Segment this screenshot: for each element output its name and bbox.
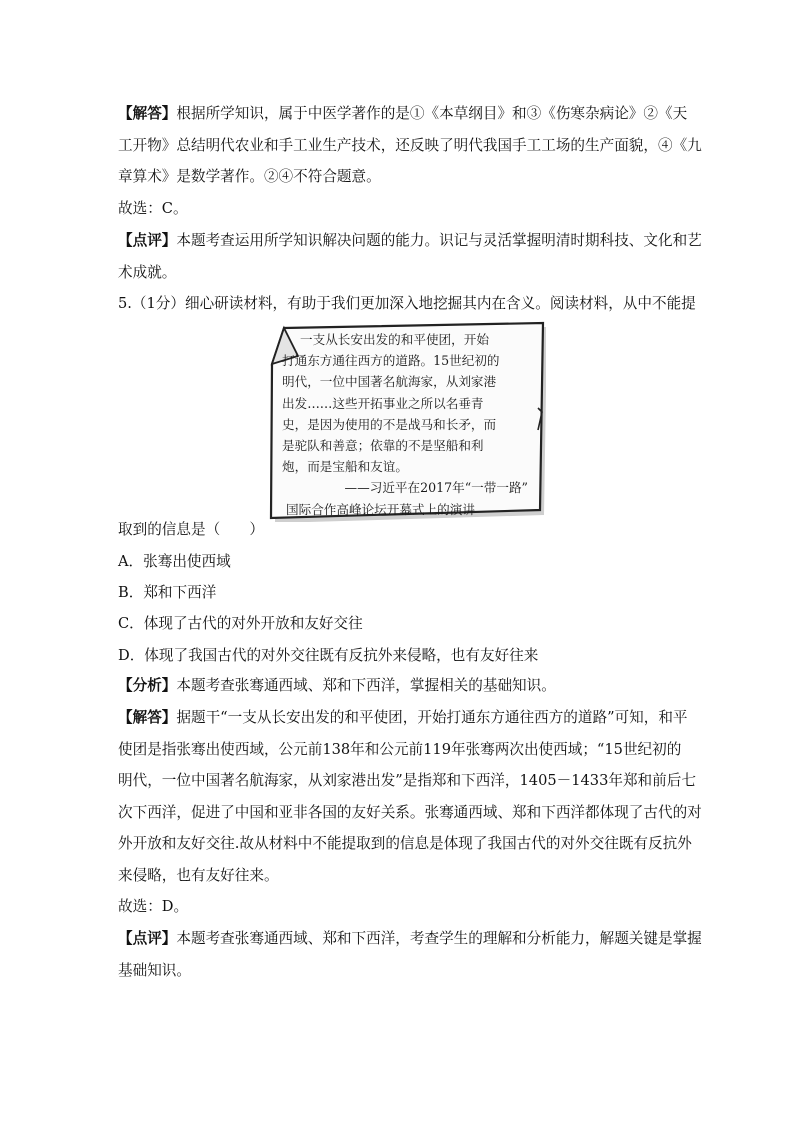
material-signature-2: 国际合作高峰论坛开幕式上的演讲 — [286, 501, 475, 517]
answer-tag: 【解答】 — [118, 105, 177, 122]
answer-line-2: 工开物》总结明代农业和手工业生产技术，还反映了明代我国手工工场的生产面貌，④《九 — [118, 136, 702, 154]
option-b: B．郑和下西洋 — [118, 584, 217, 601]
material-signature-1: ——习近平在2017年“一带一路” — [344, 480, 528, 496]
answer-block-2: 【解答】据题干“一支从长安出发的和平使团，开始打通东方通往西方的道路”可知，和平 使团是指张骞出使西域，公元前138年和公元前119年张骞两次出使西域；“15世纪初的 明代，一位中国著名航海家，从刘家港出发”是指郑和下西洋，1405－1433年郑和前后七 次下西洋，促进了中国和亚非各国的友好关系。张骞通西域、郑和下西洋都体现了古代的对 外开放和友好交往.故从材料中不能提取到的信息是体现了我国古代的对外交往既有反抗外 来侵略，也有友好往来。 — [118, 709, 702, 884]
choice-line-2: 故选：D。 — [118, 898, 189, 915]
answer-line-3: 章算术》是数学著作。②④不符合题意。 — [118, 168, 381, 185]
answer-line-1: 【解答】根据所学知识，属于中医学著作的是①《本草纲目》和③《伤寒杂病论》②《天 — [118, 105, 688, 122]
comment-line-1: 【点评】本题考查运用所学知识解决问题的能力。识记与灵活掌握明清时期科技、文化和艺 — [118, 232, 702, 249]
answer-block-1 — [118, 98, 702, 193]
answer-tag: 【解答】 — [118, 709, 177, 726]
comment-block-1 — [118, 225, 702, 288]
comment-block-2: 【点评】本题考查张骞通西域、郑和下西洋，考查学生的理解和分析能力，解题关键是掌握 基础知识。 — [118, 930, 702, 979]
choice-line-1: 故选：C。 — [118, 200, 188, 217]
comment-tag: 【点评】 — [118, 232, 177, 249]
analysis-tag: 【分析】 — [118, 677, 177, 694]
question-5-stem: 5.（1分）细心研读材料，有助于我们更加深入地挖掘其内在含义。阅读材料，从中不能提 — [118, 295, 696, 312]
material-figure — [262, 320, 546, 522]
comment-tag: 【点评】 — [118, 930, 177, 947]
option-d: D．体现了我国古代的对外交往既有反抗外来侵略，也有友好往来 — [118, 647, 539, 664]
analysis-block: 【分析】本题考查张骞通西域、郑和下西洋，掌握相关的基础知识。 — [118, 677, 556, 694]
option-c: C．体现了古代的对外开放和友好交往 — [118, 615, 363, 632]
question-5-stem-tail: 取到的信息是（ ） — [118, 521, 264, 538]
material-text: 一支从长安出发的和平使团，开始 打通东方通往西方的道路。15世纪初的 明代，一位中国著名航海家，从刘家港 出发……这些开拓事业之所以名垂青 史，是因为使用的不是战马和长矛，而 是驼队和善意；依靠的不是坚船和利 炮，而是宝船和友谊。 ——习近平在2017年“一带一路” 国际合作高峰论坛开幕式上的演讲 — [282, 329, 534, 520]
comment-line-2: 术成就。 — [118, 263, 177, 281]
option-a: A．张骞出使西域 — [118, 553, 231, 570]
